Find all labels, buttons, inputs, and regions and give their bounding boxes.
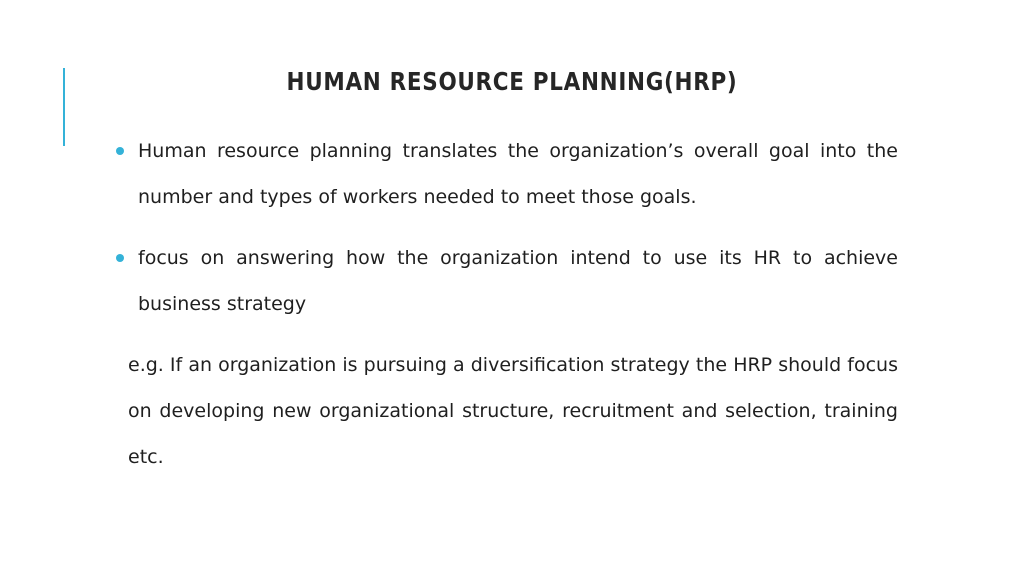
bullet-dot-icon <box>116 254 124 262</box>
bullet-item <box>114 128 898 220</box>
slide-body <box>114 128 898 480</box>
slide-title: HUMAN RESOURCE PLANNING(HRP) <box>286 67 738 96</box>
bullet-dot-icon <box>116 147 124 155</box>
bullet-text: Human resource planning translates the organization’s overall goal into the number and types of workers needed to meet those goals. <box>138 140 898 208</box>
example-paragraph: e.g. If an organization is pursuing a diversification strategy the HRP should focus on developing new organizational structure, recruitment and selection, training etc. <box>128 354 898 468</box>
title-accent-bar <box>63 68 65 146</box>
bullet-item <box>114 235 898 327</box>
bullet-text: focus on answering how the organization intend to use its HR to achieve business strategy <box>138 247 898 315</box>
